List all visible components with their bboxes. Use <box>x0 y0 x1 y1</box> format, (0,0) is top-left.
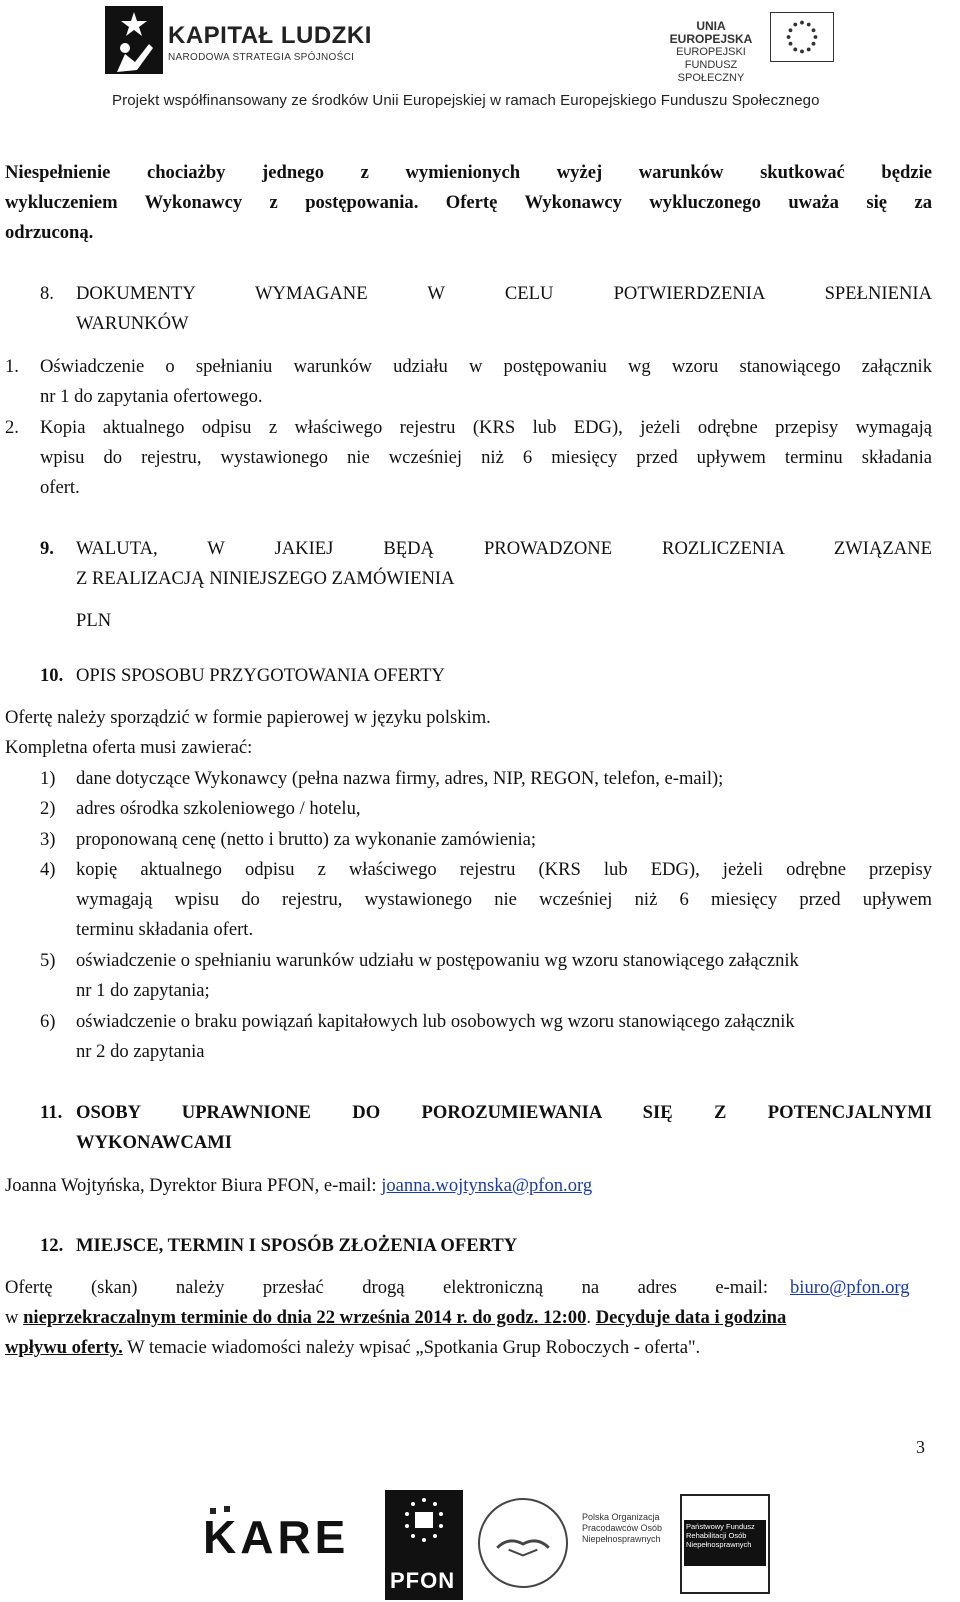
currency-value: PLN <box>76 610 112 631</box>
s11-contact <box>5 1171 592 1201</box>
kapital-ludzki-title: KAPITAŁ LUDZKI <box>168 22 372 49</box>
pfon-stars-icon <box>385 1490 463 1562</box>
cofinancing-note: Projekt współfinansowany ze środków Unii Europejskiej w ramach Europejskiego Funduszu Społecznego <box>112 92 820 109</box>
popon-line3: Niepełnosprawnych <box>582 1534 661 1544</box>
handshake-icon <box>478 1498 568 1588</box>
kare-logo: KARE <box>203 1511 350 1563</box>
s12-line2-prefix: w <box>5 1307 19 1328</box>
section-10-number: 10. <box>40 665 64 686</box>
s12-decisive-note-end: wpływu oferty. <box>5 1337 123 1358</box>
s11-contact-text: Joanna Wojtyńska, Dyrektor Biura PFON, e-mail: <box>5 1175 377 1196</box>
page-header <box>0 0 960 120</box>
s8-item2-line2: wpisu do rejestru, wystawionego nie wcześniej niż 6 miesięcy przed upływem terminu składania <box>40 447 932 468</box>
s10-item5-line1: oświadczenie o spełnianiu warunków udziału w postępowaniu wg wzoru stanowiącego załącznik <box>76 950 799 971</box>
section-9-number: 9. <box>40 538 54 559</box>
section-11-title-line2: WYKONAWCAMI <box>76 1132 232 1153</box>
s10-para2: Kompletna oferta musi zawierać: <box>5 737 253 758</box>
page-number: 3 <box>916 1437 925 1457</box>
s8-item1-number: 1. <box>5 356 19 377</box>
s12-line1: Ofertę (skan) należy przesłać drogą elektroniczną na adres e-mail: <box>5 1277 768 1298</box>
section-9-title-line2: Z REALIZACJĄ NINIEJSZEGO ZAMÓWIENIA <box>76 568 455 589</box>
eu-label-line1: UNIA EUROPEJSKA <box>669 19 753 46</box>
s10-item6-number: 6) <box>40 1011 56 1032</box>
pfron-line2: Rehabilitacji Osób <box>686 1531 747 1540</box>
section-9-title-line1: WALUTA, W JAKIEJ BĘDĄ PROWADZONE ROZLICZENIA ZWIĄZANE <box>76 538 932 559</box>
s10-item4-line2: wymagają wpisu do rejestru, wystawionego nie wcześniej niż 6 miesięcy przed upływem <box>76 889 932 910</box>
section-11-number: 11. <box>40 1102 63 1123</box>
pfon-logo-text: PFON <box>390 1568 456 1593</box>
s12-decisive-note: Decyduje data i godzina <box>595 1307 787 1328</box>
s10-item4-line1: kopię aktualnego odpisu z właściwego rejestru (KRS lub EDG), jeżeli odrębne przepisy <box>76 859 932 880</box>
section-12-title: MIEJSCE, TERMIN I SPOSÓB ZŁOŻENIA OFERTY <box>76 1235 518 1256</box>
exclusion-line-2: wykluczeniem Wykonawcy z postępowania. Ofertę Wykonawcy wykluczonego uważa się za <box>5 192 932 213</box>
s12-subject-note: W temacie wiadomości należy wpisać „Spotkania Grup Roboczych - oferta". <box>127 1337 701 1358</box>
kapital-ludzki-logo <box>105 6 163 74</box>
s12-line2-dot: . <box>586 1307 592 1328</box>
s10-item1-number: 1) <box>40 768 56 789</box>
s11-email-link[interactable]: joanna.wojtynska@pfon.org <box>381 1175 593 1196</box>
s8-item1-line2: nr 1 do zapytania ofertowego. <box>40 386 263 407</box>
popon-line1: Polska Organizacja <box>582 1512 660 1522</box>
s8-item2-line1: Kopia aktualnego odpisu z właściwego rejestru (KRS lub EDG), jeżeli odrębne przepisy wymagają <box>40 417 932 438</box>
s10-item4-line3: terminu składania ofert. <box>76 919 254 940</box>
s10-para1: Ofertę należy sporządzić w formie papierowej w języku polskim. <box>5 707 491 728</box>
s10-item5-line2: nr 1 do zapytania; <box>76 980 210 1001</box>
s10-item6-line1: oświadczenie o braku powiązań kapitałowych lub osobowych wg wzoru stanowiącego załącznik <box>76 1011 795 1032</box>
pfron-line3: Niepełnosprawnych <box>686 1540 752 1549</box>
section-8-number: 8. <box>40 283 54 304</box>
eu-label-line3: FUNDUSZ SPOŁECZNY <box>677 59 745 84</box>
s8-item1-line1: Oświadczenie o spełnianiu warunków udziału w postępowaniu wg wzoru stanowiącego załącznik <box>40 356 932 377</box>
section-8-title-line2: WARUNKÓW <box>76 313 189 334</box>
s12-deadline: nieprzekraczalnym terminie do dnia 22 września 2014 r. do godz. 12:00 <box>23 1307 587 1328</box>
exclusion-line-1: Niespełnienie chociażby jednego z wymienionych wyżej warunków skutkować będzie <box>5 162 932 183</box>
pfron-logo-text <box>684 1520 766 1566</box>
pfron-line1: Państwowy Fundusz <box>686 1522 755 1531</box>
s10-item3: proponowaną cenę (netto i brutto) za wykonanie zamówienia; <box>76 829 537 850</box>
s10-item1: dane dotyczące Wykonawcy (pełna nazwa firmy, adres, NIP, REGON, telefon, e-mail); <box>76 768 724 789</box>
exclusion-line-3: odrzuconą. <box>5 222 94 243</box>
section-10-title: OPIS SPOSOBU PRZYGOTOWANIA OFERTY <box>76 665 445 686</box>
section-11-title-line1: OSOBY UPRAWNIONE DO POROZUMIEWANIA SIĘ Z POTENCJALNYMI <box>76 1102 932 1123</box>
eu-label-line2: EUROPEJSKI <box>676 46 746 58</box>
eu-label <box>656 20 766 85</box>
s10-item2: adres ośrodka szkoleniowego / hotelu, <box>76 798 361 819</box>
kapital-ludzki-subtitle: NARODOWA STRATEGIA SPÓJNOŚCI <box>168 52 355 63</box>
s12-line3 <box>5 1333 700 1363</box>
section-8-title-line1: DOKUMENTY WYMAGANE W CELU POTWIERDZENIA SPEŁNIENIA <box>76 283 932 304</box>
s12-line2 <box>5 1303 786 1333</box>
s10-item6-line2: nr 2 do zapytania <box>76 1041 205 1062</box>
page-footer <box>0 1490 960 1602</box>
s10-item5-number: 5) <box>40 950 56 971</box>
popon-line2: Pracodawców Osób <box>582 1523 663 1533</box>
s10-item3-number: 3) <box>40 829 56 850</box>
s10-item2-number: 2) <box>40 798 56 819</box>
s8-item2-number: 2. <box>5 417 19 438</box>
s10-item4-number: 4) <box>40 859 56 880</box>
s8-item2-line3: ofert. <box>40 477 80 498</box>
popon-logo-text <box>582 1512 662 1545</box>
section-12-number: 12. <box>40 1235 64 1256</box>
s12-email-link[interactable]: biuro@pfon.org <box>790 1277 910 1298</box>
eu-flag-icon <box>770 12 834 62</box>
